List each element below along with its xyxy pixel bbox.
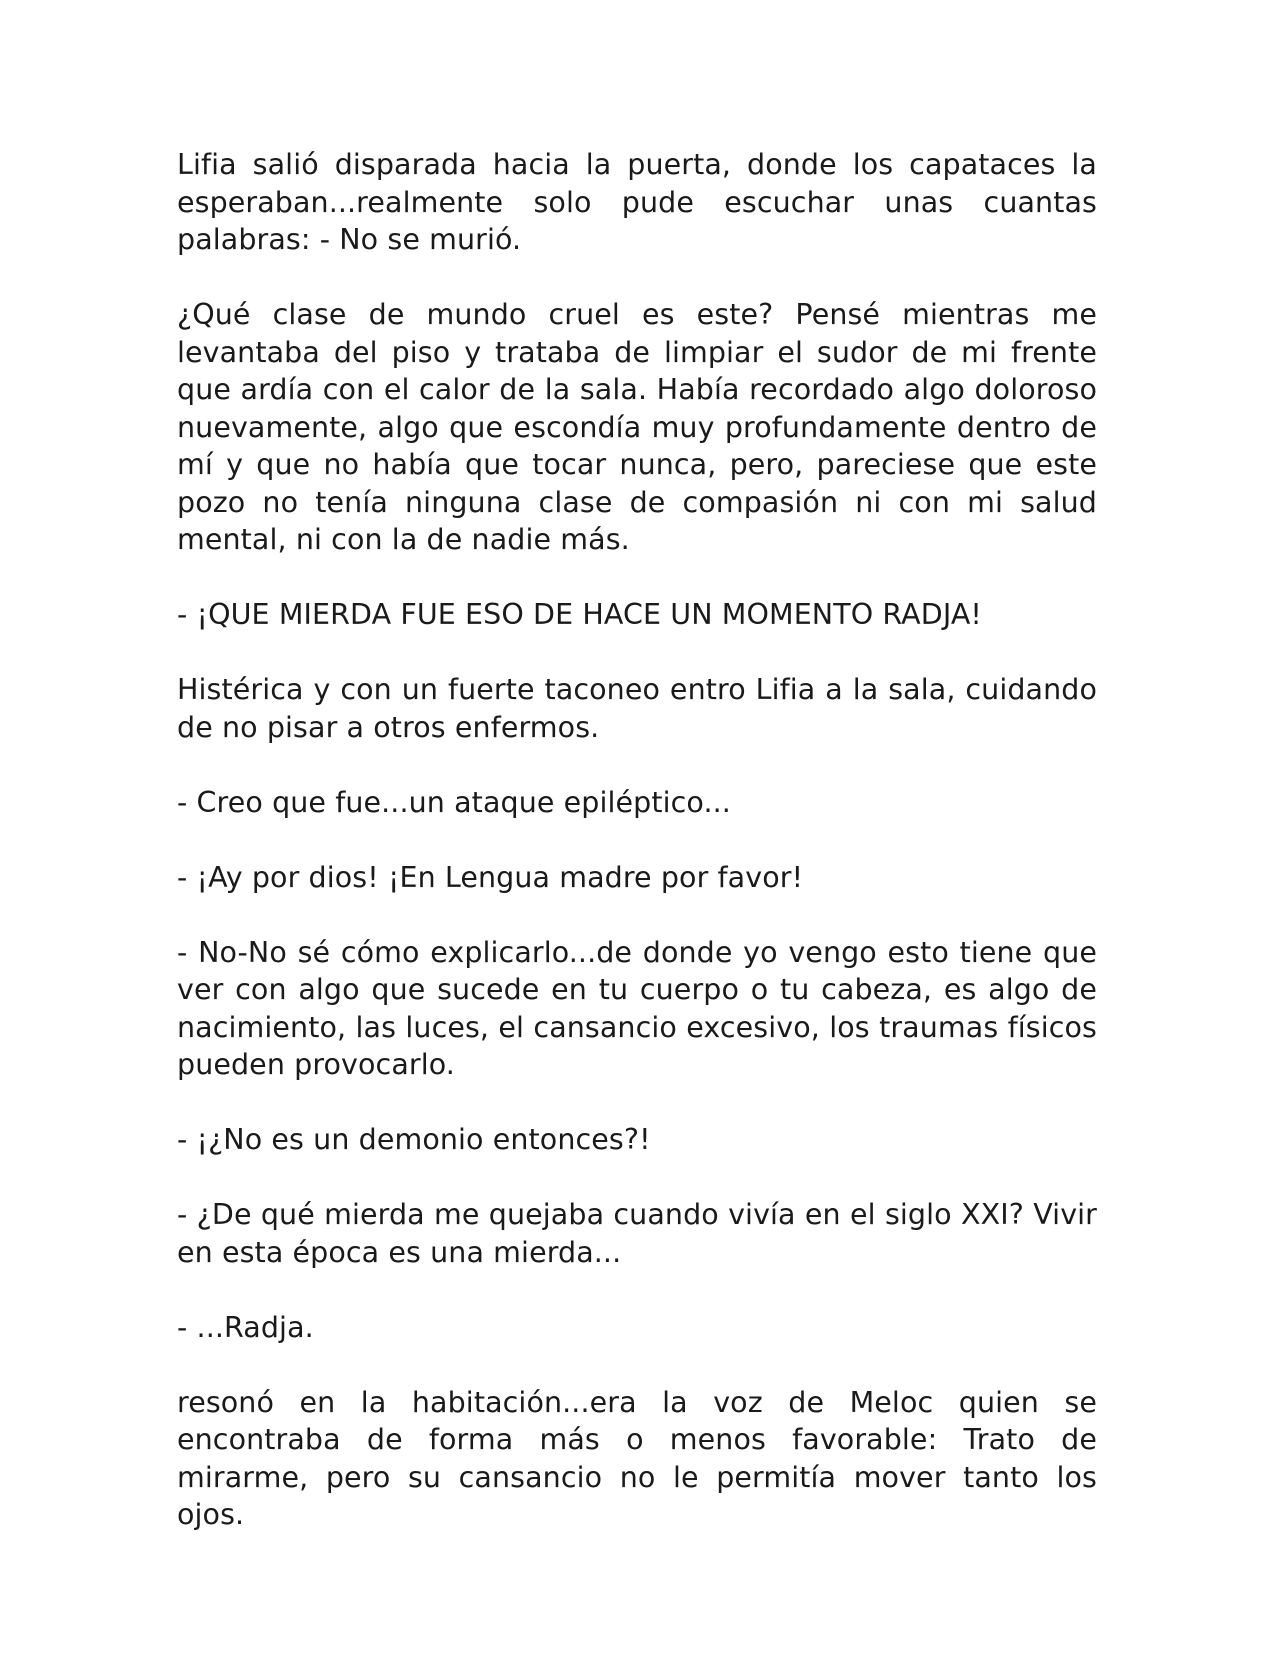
paragraph: - Creo que fue...un ataque epiléptico... [177, 785, 731, 819]
paragraph: - No-No sé cómo explicarlo...de donde yo vengo esto tiene que ver con algo que sucede en tu cuerpo o tu cabeza, es algo de nacimiento, las luces, el cansancio excesivo, los traumas físicos pueden provocarlo. [177, 935, 1097, 1081]
paragraph: - ¡¿No es un demonio entonces?! [177, 1123, 651, 1156]
paragraph: - ¡Ay por dios! ¡En Lengua madre por favor! [177, 860, 804, 894]
paragraph: resonó en la habitación...era la voz de Meloc quien se encontraba de forma más o menos favorable: Trato de mirarme, pero su cansancio no le permitía mover tanto los ojos. [177, 1385, 1097, 1531]
paragraph: - ¿De qué mierda me quejaba cuando vivía en el siglo XXI? Vivir en esta época es una mierda... [177, 1198, 1097, 1269]
paragraph: Lifia salió disparada hacia la puerta, donde los capataces la esperaban...realmente solo pude escuchar unas cuantas palabras: - No se murió. [177, 148, 1097, 256]
paragraph: - ¡QUE MIERDA FUE ESO DE HACE UN MOMENTO RADJA! [177, 598, 982, 631]
paragraph: - ...Radja. [177, 1310, 314, 1344]
paragraph: ¿Qué clase de mundo cruel es este? Pensé mientras me levantaba del piso y trataba de limpiar el sudor de mi frente que ardía con el calor de la sala. Había recordado algo doloroso nuevamente, algo que escondía muy profundamente dentro de mí y que no había que tocar nunca, pero, pareciese que este pozo no tenía ninguna clase de compasión ni con mi salud mental, ni con la de nadie más. [177, 298, 1097, 556]
paragraph: Histérica y con un fuerte taconeo entro Lifia a la sala, cuidando de no pisar a otros enfermos. [177, 673, 1097, 744]
document-page [177, 146, 1097, 1534]
